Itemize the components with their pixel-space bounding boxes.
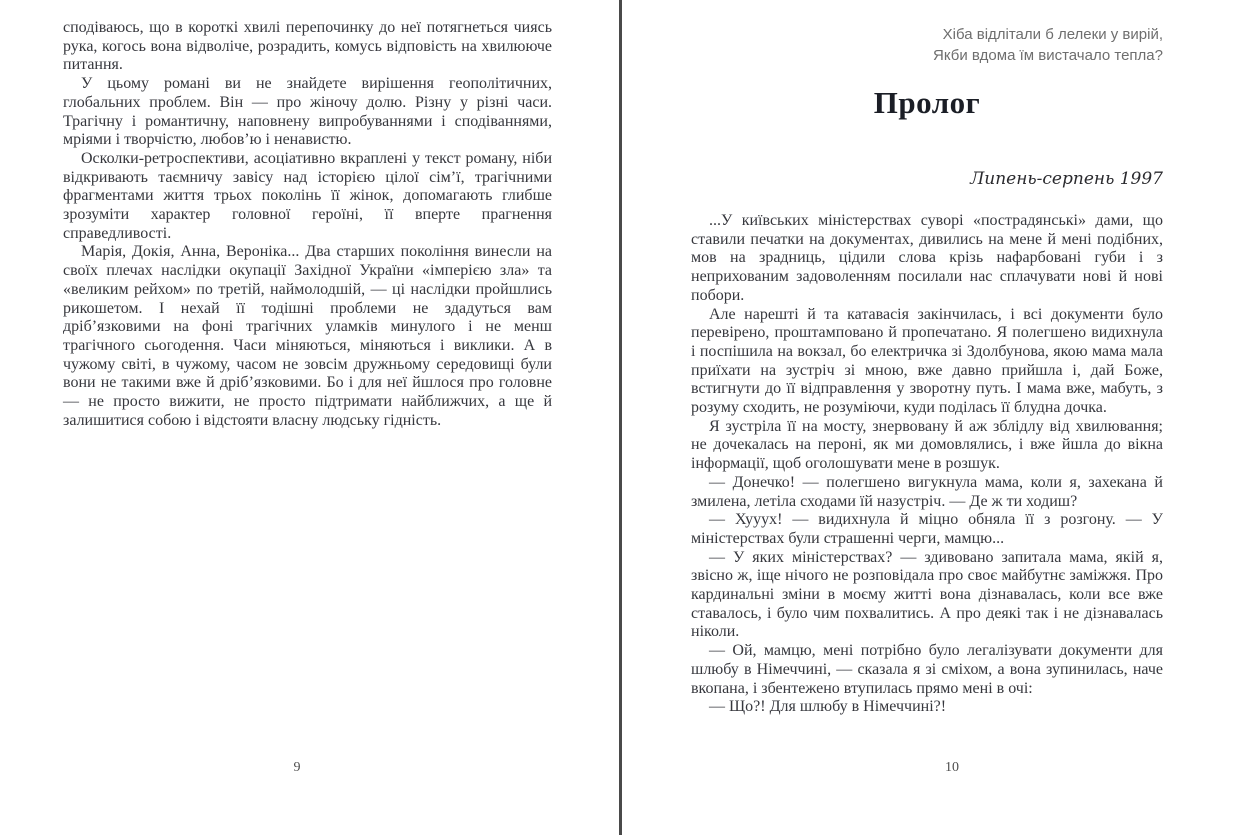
chapter-dateline: Липень-серпень 1997 <box>970 169 1163 189</box>
paragraph: — Хууух! — видихнула й міцно обняла її з розгону. — У міністерствах були страшенні черги, мамцю... <box>691 511 1163 547</box>
paragraph: — У яких міністерствах? — здивовано запитала мама, якій я, звісно ж, іще нічого не розповідала про своє майбутнє заміжжя. Про кардинальні зміни в моєму житті вона дізнавалась, коли все вже ставалось, і було чим похвалитись. А про деякі так і не дізнавалась ніколи. <box>691 548 1163 641</box>
paragraph: — Що?! Для шлюбу в Німеччині?! <box>709 698 947 716</box>
paragraph: Осколки-ретроспективи, асоціативно вкраплені у текст роману, ніби відкривають таємничу завісу над історією цілої сім’ї, трагічними фрагментами життя трьох поколінь її жінок, допомагають глибше зрозуміти характер головної героїні, її вперте прагнення справедливості. <box>63 149 552 242</box>
paragraph: Я зустріла її на мосту, знервовану й аж зблідлу від хвилювання; не дочекалась на пероні, як ми домовлялись, і вже йшла до вікна інформації, щоб оголошувати мене в розшук. <box>691 417 1163 473</box>
page-gutter-divider <box>619 0 622 835</box>
paragraph: ...У київських міністерствах суворі «пострадянські» дами, що ставили печатки на документах, дивились на мене й мені подібних, мов на зрадниць, цідили слова крізь нафарбовані губи і з неприхованим задоволенням посилали нас сплачувати нові й нові побори. <box>691 212 1163 304</box>
paragraph: — Ой, мамцю, мені потрібно було легалізувати документи для шлюбу в Німеччині, — сказала я зі сміхом, а вона зупинилась, наче вкопана, і збентежено втупилась прямо мені в очі: <box>691 642 1163 697</box>
epigraph-line: Хіба відлітали б лелеки у вирій, <box>942 26 1163 43</box>
epigraph-line: Якби вдома їм вистачало тепла? <box>933 47 1163 64</box>
page-left <box>63 0 552 835</box>
right-page-body-text <box>691 212 1163 717</box>
chapter-heading: Пролог <box>873 85 981 120</box>
page-right <box>691 0 1163 835</box>
paragraph: Але нарешті й та катавасія закінчилась, і всі документи було перевірено, проштамповано й пропечатано. Я полегшено видихнула і поспішила на вокзал, бо електричка зі Здолбунова, якою мама мала приїхати на зустріч зі мною, вже давно прийшла і, дай Боже, встигнути до її відправлення у зворотну путь. І мама вже, мабуть, з розуму сходить, не розуміючи, куди поділась її блудна дочка. <box>691 305 1163 417</box>
paragraph: У цьому романі ви не знайдете вирішення геополітичних, глобальних проблем. Він — про жіночу долю. Різну у різні часи. Трагічну і романтичну, наповнену випробуваннями і сподіваннями, мріями і творчістю, любов’ю і ненавистю. <box>63 75 552 149</box>
left-page-body-text <box>63 19 552 430</box>
paragraph: — Донечко! — полегшено вигукнула мама, коли я, захекана й змилена, летіла сходами їй назустріч. — Де ж ти ходиш? <box>691 473 1163 510</box>
page-number-left: 9 <box>293 760 301 775</box>
paragraph: сподіваюсь, що в короткі хвилі перепочинку до неї потягнеться чиясь рука, когось вона відволіче, розрадить, комусь відповість на хвилююче питання. <box>63 19 552 74</box>
epigraph <box>933 24 1163 66</box>
paragraph: Марія, Докія, Анна, Вероніка... Два старших покоління винесли на своїх плечах наслідки окупації Західної України «імперією зла» та «великим рейхом» по третій, наймолодшій, — ці наслідки пройшлись рикошетом. І нехай її тодішні проблеми не здадуться вам дріб’язковими на фоні трагічних уламків минулого і не менш трагічного сьогодення. Часи міняються, міняються і виклики. А в чужому світі, в чужому, часом не зовсім дружньому середовищі були вони не такими вже й дріб’язковими. Бо і для неї йшлося про головне — не просто вижити, не просто підтримати найближчих, а ще й залишитися собою і відстояти власну людську гідність. <box>63 243 552 429</box>
page-number-right: 10 <box>945 760 959 775</box>
